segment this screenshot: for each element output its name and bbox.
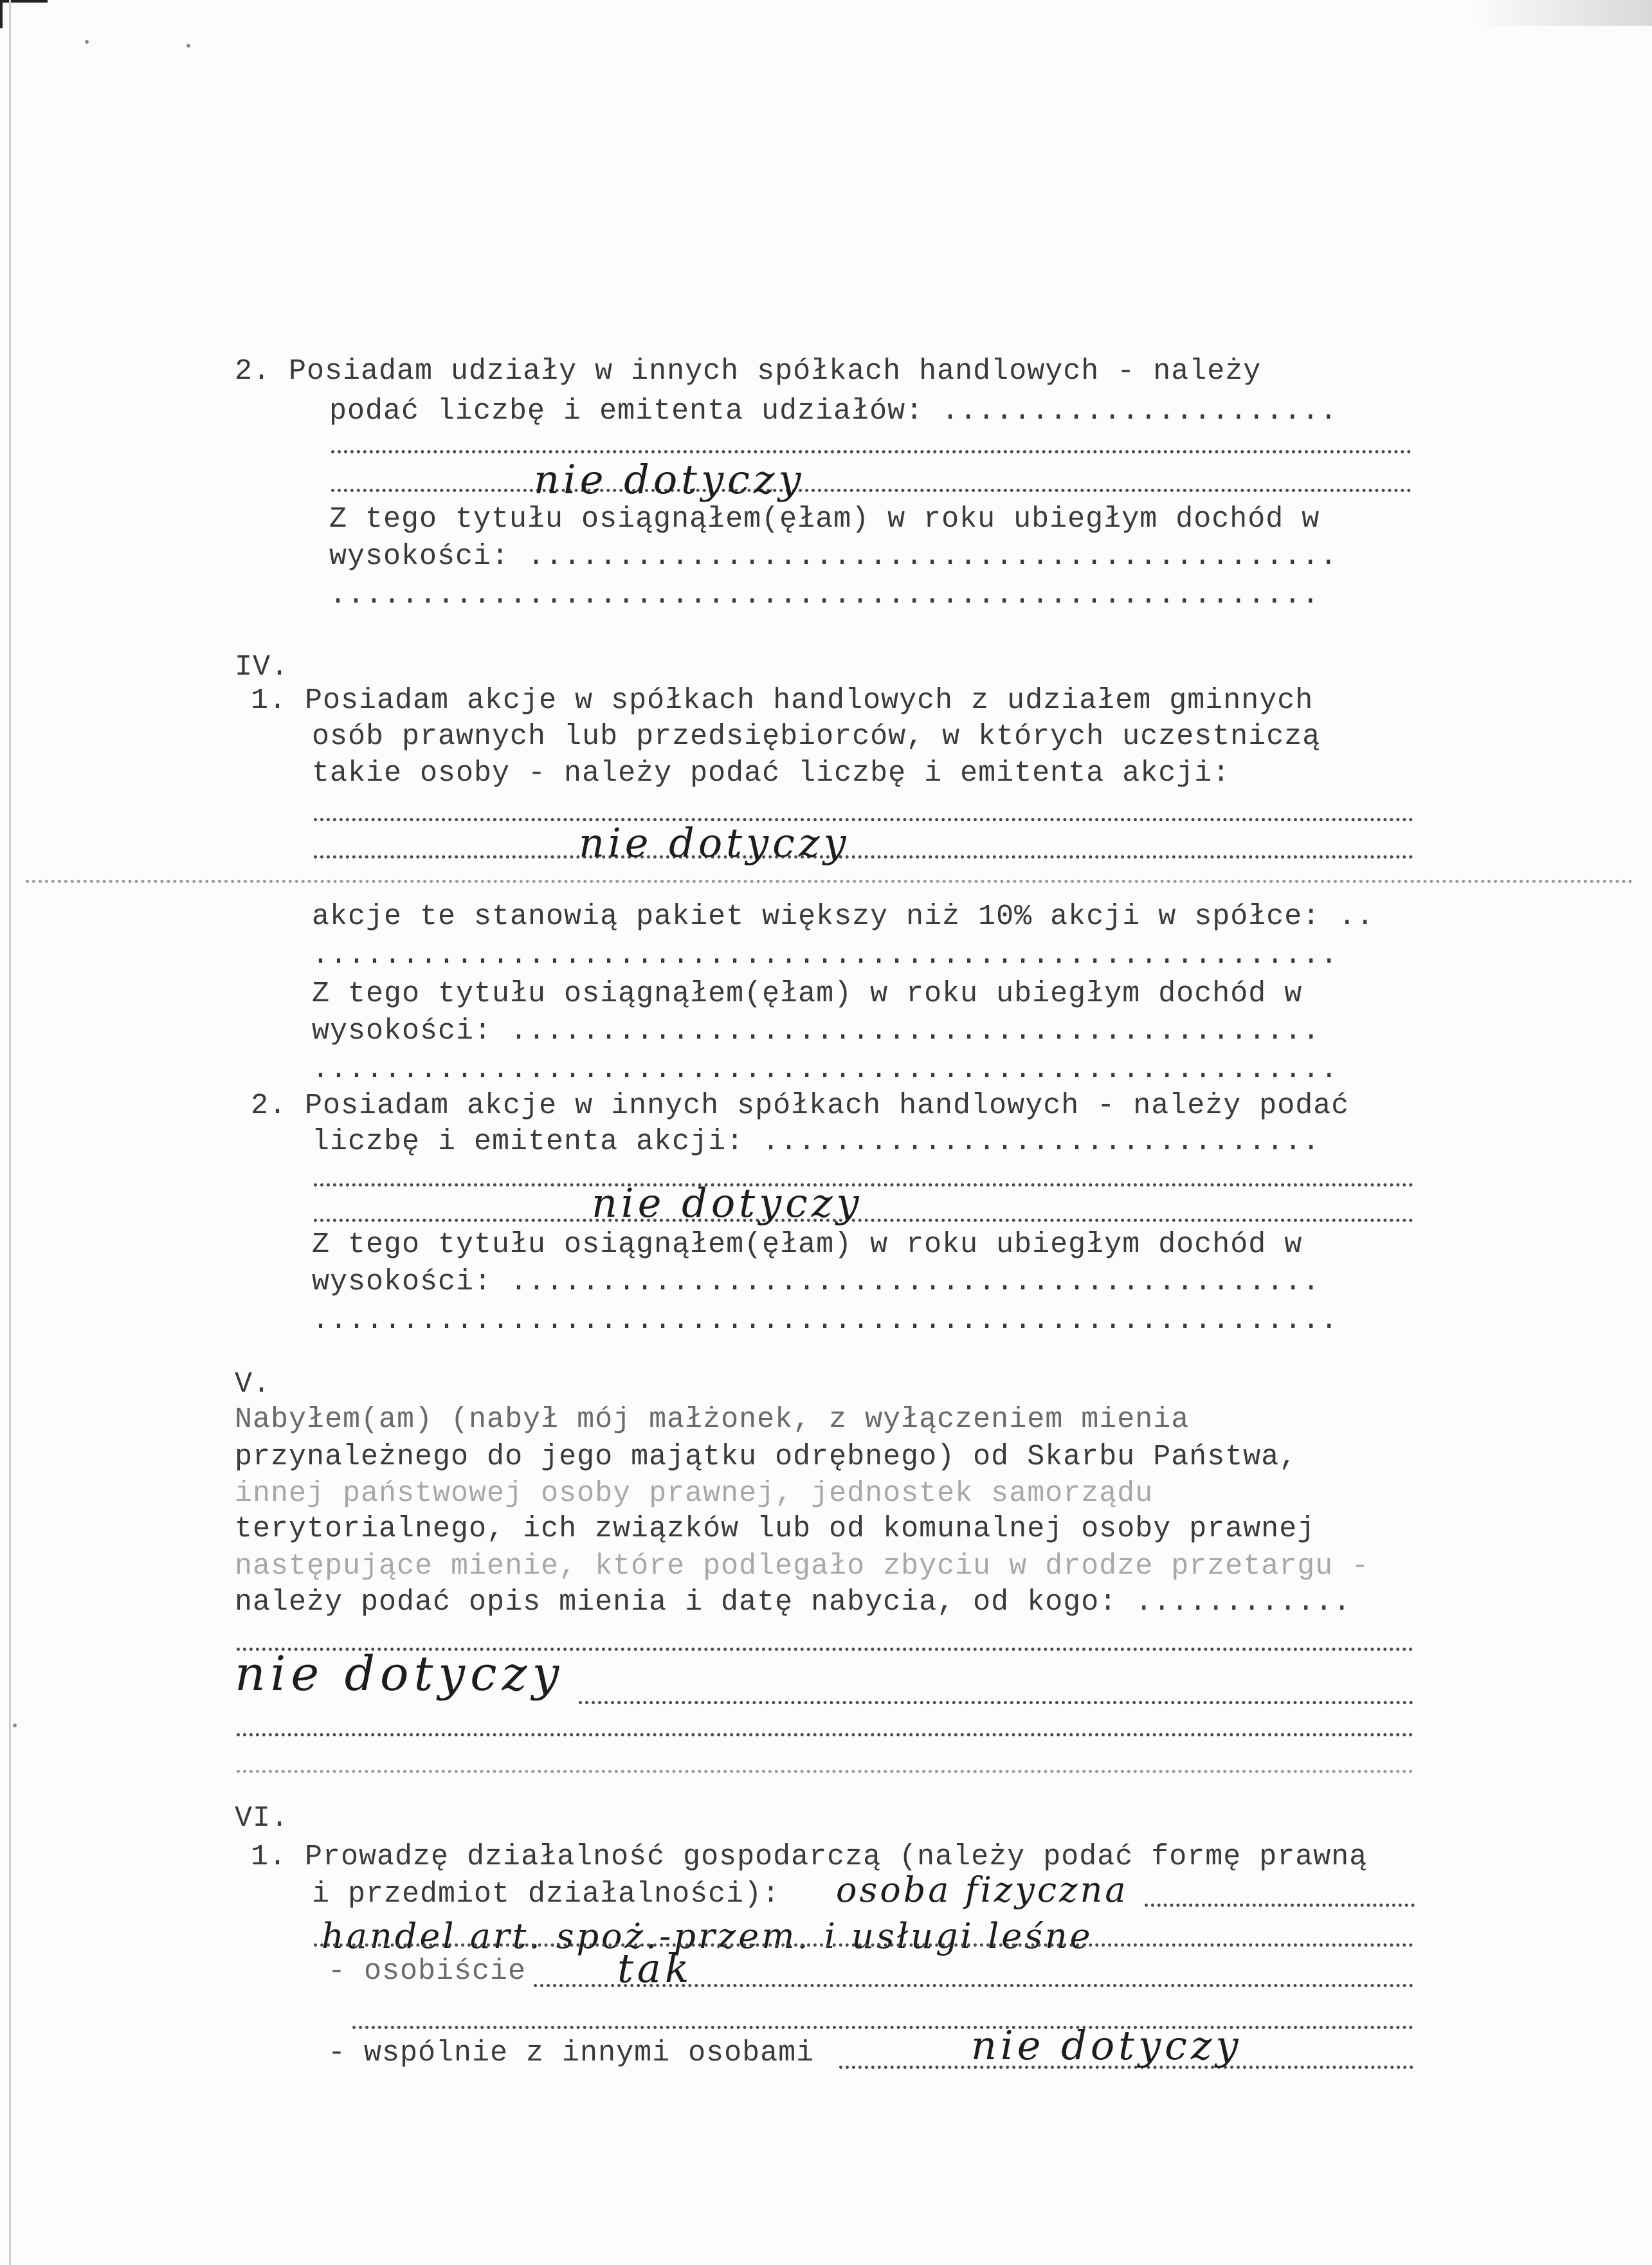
s6-item1-handwritten-jointly: nie dotyczy — [971, 2022, 1242, 2069]
s6-item1-dotted-line — [314, 1943, 1413, 1947]
s6-item1-jointly-label: - wspólnie z innymi osobami — [328, 2037, 815, 2069]
s4-item1-share-line: akcje te stanowią pakiet większy niż 10% akcji w spółce: .. — [312, 900, 1375, 933]
s4-item2-income-line3: ......................................................... — [312, 1304, 1339, 1337]
scan-shadow — [1472, 0, 1652, 26]
s5-dotted-line — [237, 1733, 1413, 1736]
s6-item1-handwritten-form: osoba fizyczna — [836, 1869, 1129, 1910]
s5-line1: Nabyłem(am) (nabył mój małżonek, z wyłączeniem mienia — [235, 1403, 1190, 1436]
s4-item1-share-dots: ......................................................... — [312, 939, 1339, 972]
s4-item1-income-line1: Z tego tytułu osiągnąłem(ęłam) w roku ubiegłym dochód w — [312, 978, 1303, 1010]
s4-item1-line3: takie osoby - należy podać liczbę i emitenta akcji: — [312, 757, 1231, 790]
s4-item2-dotted-line — [314, 1183, 1413, 1187]
s6-item1-dotted-line — [352, 2026, 1413, 2029]
s3-item2-income-line3: ....................................................... — [329, 579, 1320, 612]
s4-item2-income-line1: Z tego tytułu osiągnąłem(ęłam) w roku ubiegłym dochód w — [312, 1228, 1303, 1261]
scan-edge-line — [9, 0, 11, 2265]
s5-line6: należy podać opis mienia i datę nabycia, od kogo: ............ — [235, 1586, 1352, 1619]
s4-item1-line1: 1. Posiadam akcje w spółkach handlowych z udziałem gminnych — [251, 684, 1314, 717]
scan-speck — [186, 44, 190, 48]
scan-speck — [13, 1724, 17, 1727]
s4-item1-dotted-line — [314, 855, 1413, 859]
s5-line4: terytorialnego, ich związków lub od komunalnej osoby prawnej — [235, 1513, 1316, 1545]
s4-item1-handwritten-answer: nie dotyczy — [579, 819, 850, 866]
s3-item2-income-line2: wysokości: ............................................. — [329, 540, 1338, 573]
s3-item2-handwritten-answer: nie dotyczy — [534, 456, 805, 503]
scan-speck — [85, 40, 89, 44]
scan-fold-line — [26, 880, 1633, 883]
s5-line3: innej państwowej osoby prawnej, jednostek samorządu — [235, 1477, 1154, 1510]
s3-item2-dotted-line — [331, 489, 1411, 492]
s5-dotted-line — [237, 1770, 1413, 1773]
scan-corner-mark — [0, 0, 48, 28]
s6-item1-personally-label: - osobiście — [328, 1955, 527, 1988]
s6-item1-handwritten-subject: handel art. spoż.-przem. i usługi leśne — [322, 1916, 1093, 1956]
s3-item2-dotted-line — [331, 450, 1411, 453]
s4-item2-handwritten-answer: nie dotyczy — [592, 1179, 863, 1226]
s5-heading: V. — [235, 1368, 271, 1401]
s5-line5: następujące mienie, które podlegało zbyciu w drodze przetargu - — [235, 1550, 1370, 1583]
s5-line2: przynależnego do jego majątku odrębnego) od Skarbu Państwa, — [235, 1441, 1298, 1473]
s4-item2-income-line2: wysokości: ............................................. — [312, 1266, 1321, 1298]
s6-heading: VI. — [235, 1802, 289, 1835]
s3-item2-line2: podać liczbę i emitenta udziałów: ...................... — [329, 395, 1338, 428]
s4-item1-income-line3: ......................................................... — [312, 1053, 1339, 1086]
s4-item2-line2: liczbę i emitenta akcji: ............................... — [312, 1125, 1321, 1158]
s4-item1-dotted-line — [314, 818, 1413, 821]
s3-item2-income-line1: Z tego tytułu osiągnąłem(ęłam) w roku ubiegłym dochód w — [329, 503, 1320, 536]
s6-item1-handwritten-personally: tak — [617, 1945, 693, 1992]
s4-heading: IV. — [235, 651, 289, 684]
s5-handwritten-answer: nie dotyczy — [235, 1646, 565, 1702]
s6-item1-line2: i przedmiot działalności): — [312, 1878, 781, 1911]
s4-item2-line1: 2. Posiadam akcje w innych spółkach handlowych - należy podać — [251, 1089, 1350, 1122]
s4-item1-line2: osób prawnych lub przedsiębiorców, w których uczestniczą — [312, 720, 1321, 753]
s6-item1-line1: 1. Prowadzę działalność gospodarczą (należy podać formę prawną — [251, 1841, 1368, 1873]
s5-dotted-line — [579, 1701, 1413, 1704]
s3-item2-line1: 2. Posiadam udziały w innych spółkach handlowych - należy — [235, 355, 1262, 388]
s4-item1-income-line2: wysokości: ............................................. — [312, 1015, 1321, 1048]
s4-item2-dotted-line — [314, 1219, 1413, 1222]
s6-item1-dotted-line — [1145, 1904, 1415, 1907]
